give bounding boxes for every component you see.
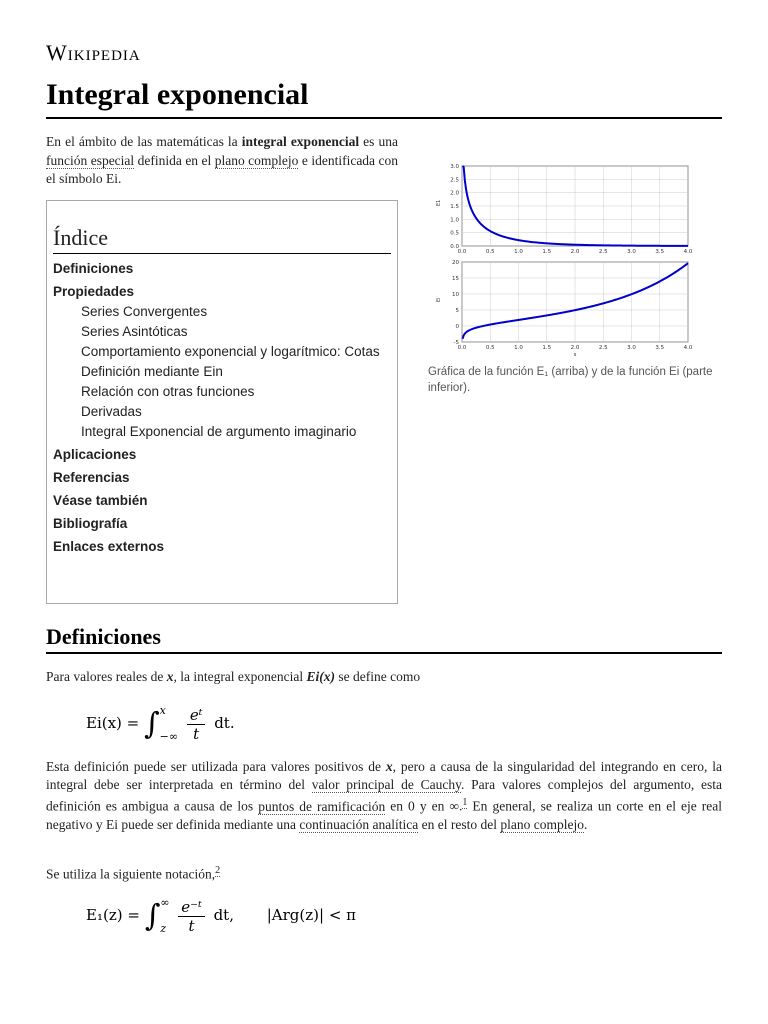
reference-2[interactable]: 2 — [215, 865, 221, 876]
y-tick-label: 20 — [452, 260, 459, 266]
x-tick-label: 1.0 — [514, 345, 523, 351]
integral-limits — [160, 698, 178, 750]
x-tick-label: 1.5 — [542, 345, 552, 351]
eq-lhs: Ei(x) = — [86, 714, 140, 732]
upper-limit: ∞ — [160, 896, 170, 909]
text: se define como — [335, 669, 421, 684]
x-tick-label: 0.0 — [457, 345, 467, 351]
intro-text: definida en el — [134, 152, 215, 168]
intro-bold-term: integral exponencial — [241, 134, 360, 149]
integral-sign: ∫ — [144, 898, 161, 934]
toc-list — [53, 260, 391, 556]
y-tick-label: 0.0 — [450, 244, 459, 250]
lower-limit: −∞ — [159, 730, 179, 743]
integral-limits — [160, 890, 169, 942]
notation-paragraph — [46, 862, 722, 884]
equation-e1 — [86, 890, 356, 942]
y-tick-label: 0.5 — [450, 230, 459, 237]
text: Para valores reales de — [46, 669, 167, 684]
math-fn: Ei(x) — [306, 669, 336, 684]
link-continuacion-analitica[interactable]: continuación analítica — [299, 816, 419, 832]
denominator: t — [188, 916, 195, 935]
toc-item[interactable]: Propiedades — [53, 284, 135, 299]
equation-ei — [86, 698, 235, 750]
toc-item[interactable]: Derivadas — [81, 404, 142, 419]
x-tick-label: 2.0 — [570, 249, 580, 255]
section-divider — [46, 652, 722, 654]
y-tick-label: 10 — [452, 292, 459, 298]
eq-tail: dt. — [214, 714, 235, 732]
x-tick-label: 3.0 — [627, 345, 636, 351]
x-tick-label: 0.5 — [485, 249, 495, 255]
page-title: Integral exponencial — [46, 78, 309, 111]
x-tick-label: 2.0 — [570, 345, 580, 351]
title-divider — [46, 117, 722, 119]
y-tick-label: 5 — [455, 308, 459, 314]
x-tick-label: 1.0 — [514, 249, 523, 255]
link-plano-complejo[interactable]: plano complejo — [214, 152, 299, 168]
lower-limit: z — [160, 922, 167, 935]
y-tick-label: 3.0 — [450, 164, 459, 170]
toc-item[interactable]: Bibliografía — [53, 516, 128, 531]
x-tick-label: 0.0 — [457, 249, 467, 255]
text: En general, se realiza un corte en el eje real negativo y Ei puede ser definida mediante una — [46, 798, 722, 832]
math-var: x — [166, 669, 174, 684]
text: . Para valores complejos del argumento, esta definición es ambigua a causa de los — [46, 777, 722, 814]
math-var: x — [385, 759, 393, 774]
toc-item[interactable]: Comportamiento exponencial y logarítmico: Cotas — [81, 344, 380, 359]
text: en 0 y en ∞. — [385, 798, 463, 814]
x-tick-label: 4.0 — [683, 345, 693, 351]
text: en el resto del — [418, 816, 501, 832]
toc-item[interactable]: Referencias — [53, 470, 130, 485]
intro-text: e identificada con el símbolo Ei. — [46, 152, 398, 186]
toc-item[interactable]: Definición mediante Ein — [81, 364, 223, 379]
x-tick-label: 3.5 — [655, 249, 665, 255]
x-tick-label: 2.5 — [598, 249, 608, 255]
link-plano-complejo-2[interactable]: plano complejo — [500, 816, 584, 832]
link-valor-principal-cauchy[interactable]: valor principal de Cauchy — [311, 777, 461, 792]
y-tick-label: 15 — [452, 276, 459, 282]
eq-condition: |Arg(z)| < π — [266, 906, 357, 924]
fraction — [178, 898, 205, 935]
y-tick-label: 0 — [455, 324, 459, 330]
x-axis-label: x — [573, 352, 577, 358]
x-tick-label: 0.5 — [485, 345, 495, 351]
x-tick-label: 3.5 — [655, 345, 665, 351]
function-plot — [428, 160, 728, 360]
section-heading-definiciones: Definiciones — [46, 624, 161, 649]
wikipedia-wordmark[interactable]: Wikipedia — [46, 40, 141, 65]
denominator: t — [193, 724, 200, 743]
toc-item[interactable]: Definiciones — [53, 261, 134, 276]
text: , pero a causa de la singularidad del integrando en cero, la integral debe ser interpretada en término del — [46, 759, 722, 792]
eq-lhs: E₁(z) = — [86, 906, 140, 924]
text: Se utiliza la siguiente notación, — [46, 866, 216, 882]
intro-paragraph — [46, 133, 398, 189]
intro-text: En el ámbito de las matemáticas la — [46, 134, 242, 149]
numerator: eᵗ — [187, 706, 206, 725]
numerator: e⁻ᵗ — [178, 898, 205, 917]
reference-1[interactable]: 1 — [462, 797, 468, 808]
toc-item[interactable]: Series Convergentes — [81, 304, 208, 319]
toc-title: Índice — [53, 225, 391, 254]
toc-item[interactable]: Aplicaciones — [53, 447, 137, 462]
y-axis-label: Ei — [436, 297, 442, 302]
intro-text: es una — [359, 134, 398, 149]
x-tick-label: 4.0 — [683, 249, 693, 255]
text: Esta definición puede ser utilizada para valores positivos de — [46, 759, 386, 774]
figure-caption: Gráfica de la función E₁ (arriba) y de la función Ei (parte inferior). — [428, 366, 713, 394]
definition-paragraph — [46, 668, 722, 686]
fraction — [187, 706, 206, 743]
toc-item[interactable]: Relación con otras funciones — [81, 384, 255, 399]
y-axis-label: E1 — [436, 199, 442, 206]
eq-tail: dt, — [213, 906, 234, 924]
y-tick-label: -5 — [453, 340, 459, 346]
upper-limit: x — [159, 704, 166, 717]
y-tick-label: 2.0 — [450, 190, 459, 197]
toc-item[interactable]: Enlaces externos — [53, 539, 165, 554]
link-puntos-ramificacion[interactable]: puntos de ramificación — [258, 798, 386, 814]
toc-item[interactable]: Integral Exponencial de argumento imaginario — [81, 424, 357, 439]
table-of-contents — [46, 200, 398, 604]
x-tick-label: 1.5 — [542, 249, 552, 255]
toc-item[interactable]: Véase también — [53, 493, 148, 508]
x-tick-label: 2.5 — [598, 345, 608, 351]
text: , la integral exponencial — [173, 669, 307, 684]
toc-item[interactable]: Series Asintóticas — [81, 324, 188, 339]
y-tick-label: 2.5 — [450, 177, 459, 184]
y-tick-label: 1.5 — [450, 204, 459, 210]
link-funcion-especial[interactable]: función especial — [46, 152, 135, 168]
y-tick-label: 1.0 — [450, 217, 459, 224]
x-tick-label: 3.0 — [627, 249, 636, 255]
explanation-paragraph — [46, 758, 722, 834]
text: . — [583, 816, 588, 832]
integral-sign: ∫ — [144, 706, 160, 742]
